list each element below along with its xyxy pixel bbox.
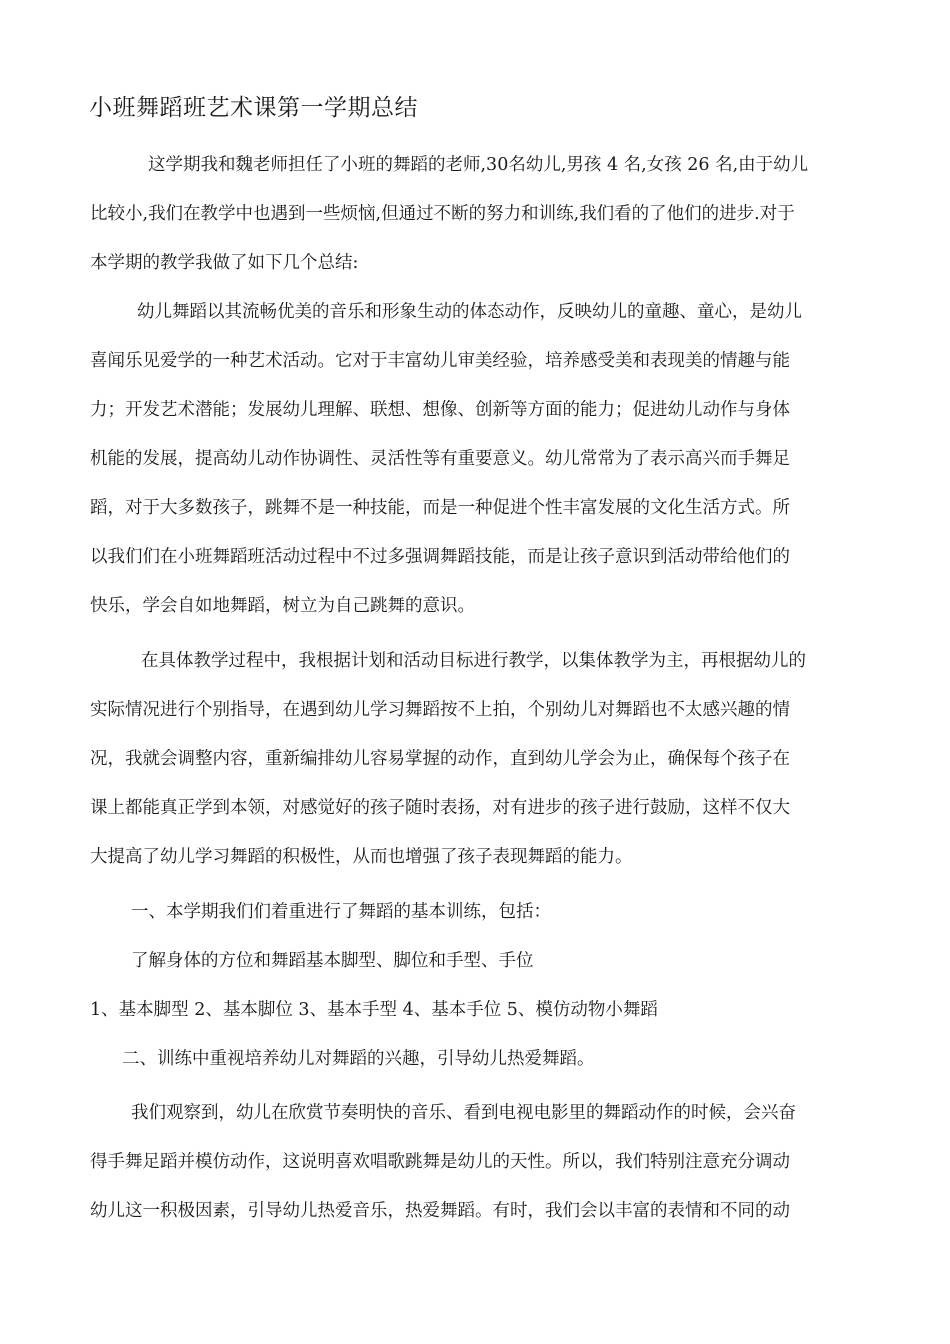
body-line: 快乐，学会自如地舞蹈，树立为自己跳舞的意识。	[90, 596, 475, 616]
document-title: 小班舞蹈班艺术课第一学期总结	[89, 95, 418, 121]
body-line: 二、训练中重视培养幼儿对舞蹈的兴趣，引导幼儿热爱舞蹈。	[122, 1049, 595, 1069]
body-line: 力；开发艺术潜能；发展幼儿理解、联想、想像、创新等方面的能力；促进幼儿动作与身体	[90, 400, 790, 420]
body-line: 喜闻乐见爱学的一种艺术活动。它对于丰富幼儿审美经验，培养感受美和表现美的情趣与能	[90, 351, 790, 371]
body-line: 况，我就会调整内容，重新编排幼儿容易掌握的动作，直到幼儿学会为止，确保每个孩子在	[90, 749, 790, 769]
body-line: 幼儿舞蹈以其流畅优美的音乐和形象生动的体态动作，反映幼儿的童趣、童心，是幼儿	[137, 302, 802, 322]
body-line: 我们观察到，幼儿在欣赏节奏明快的音乐、看到电视电影里的舞蹈动作的时候，会兴奋	[131, 1103, 796, 1123]
body-line: 实际情况进行个别指导，在遇到幼儿学习舞蹈按不上拍，个别幼儿对舞蹈也不太感兴趣的情	[90, 700, 790, 720]
body-line: 大提高了幼儿学习舞蹈的积极性，从而也增强了孩子表现舞蹈的能力。	[90, 847, 633, 867]
body-line: 得手舞足蹈并模仿动作，这说明喜欢唱歌跳舞是幼儿的天性。所以，我们特别注意充分调动	[90, 1152, 790, 1172]
body-line: 在具体教学过程中，我根据计划和活动目标进行教学，以集体教学为主，再根据幼儿的	[141, 651, 806, 671]
body-line: 了解身体的方位和舞蹈基本脚型、脚位和手型、手位	[131, 951, 534, 971]
body-line: 幼儿这一积极因素，引导幼儿热爱音乐，热爱舞蹈。有时，我们会以丰富的表情和不同的动	[90, 1201, 790, 1221]
body-line: 本学期的教学我做了如下几个总结:	[90, 253, 359, 273]
body-line: 这学期我和魏老师担任了小班的舞蹈的老师,30名幼儿,男孩 4 名,女孩 26 名,由于幼儿	[148, 155, 809, 175]
body-line: 机能的发展，提高幼儿动作协调性、灵活性等有重要意义。幼儿常常为了表示高兴而手舞足	[90, 449, 790, 469]
body-line: 1、基本脚型 2、基本脚位 3、基本手型 4、基本手位 5、模仿动物小舞蹈	[90, 1000, 658, 1020]
body-line: 以我们们在小班舞蹈班活动过程中不过多强调舞蹈技能，而是让孩子意识到活动带给他们的	[90, 547, 790, 567]
body-line: 课上都能真正学到本领，对感觉好的孩子随时表扬，对有进步的孩子进行鼓励，这样不仅大	[90, 798, 790, 818]
body-line: 一、本学期我们们着重进行了舞蹈的基本训练，包括：	[131, 902, 551, 922]
body-line: 蹈，对于大多数孩子，跳舞不是一种技能，而是一种促进个性丰富发展的文化生活方式。所	[90, 498, 790, 518]
body-line: 比较小,我们在教学中也遇到一些烦恼,但通过不断的努力和训练,我们看的了他们的进步.对于	[90, 204, 795, 224]
